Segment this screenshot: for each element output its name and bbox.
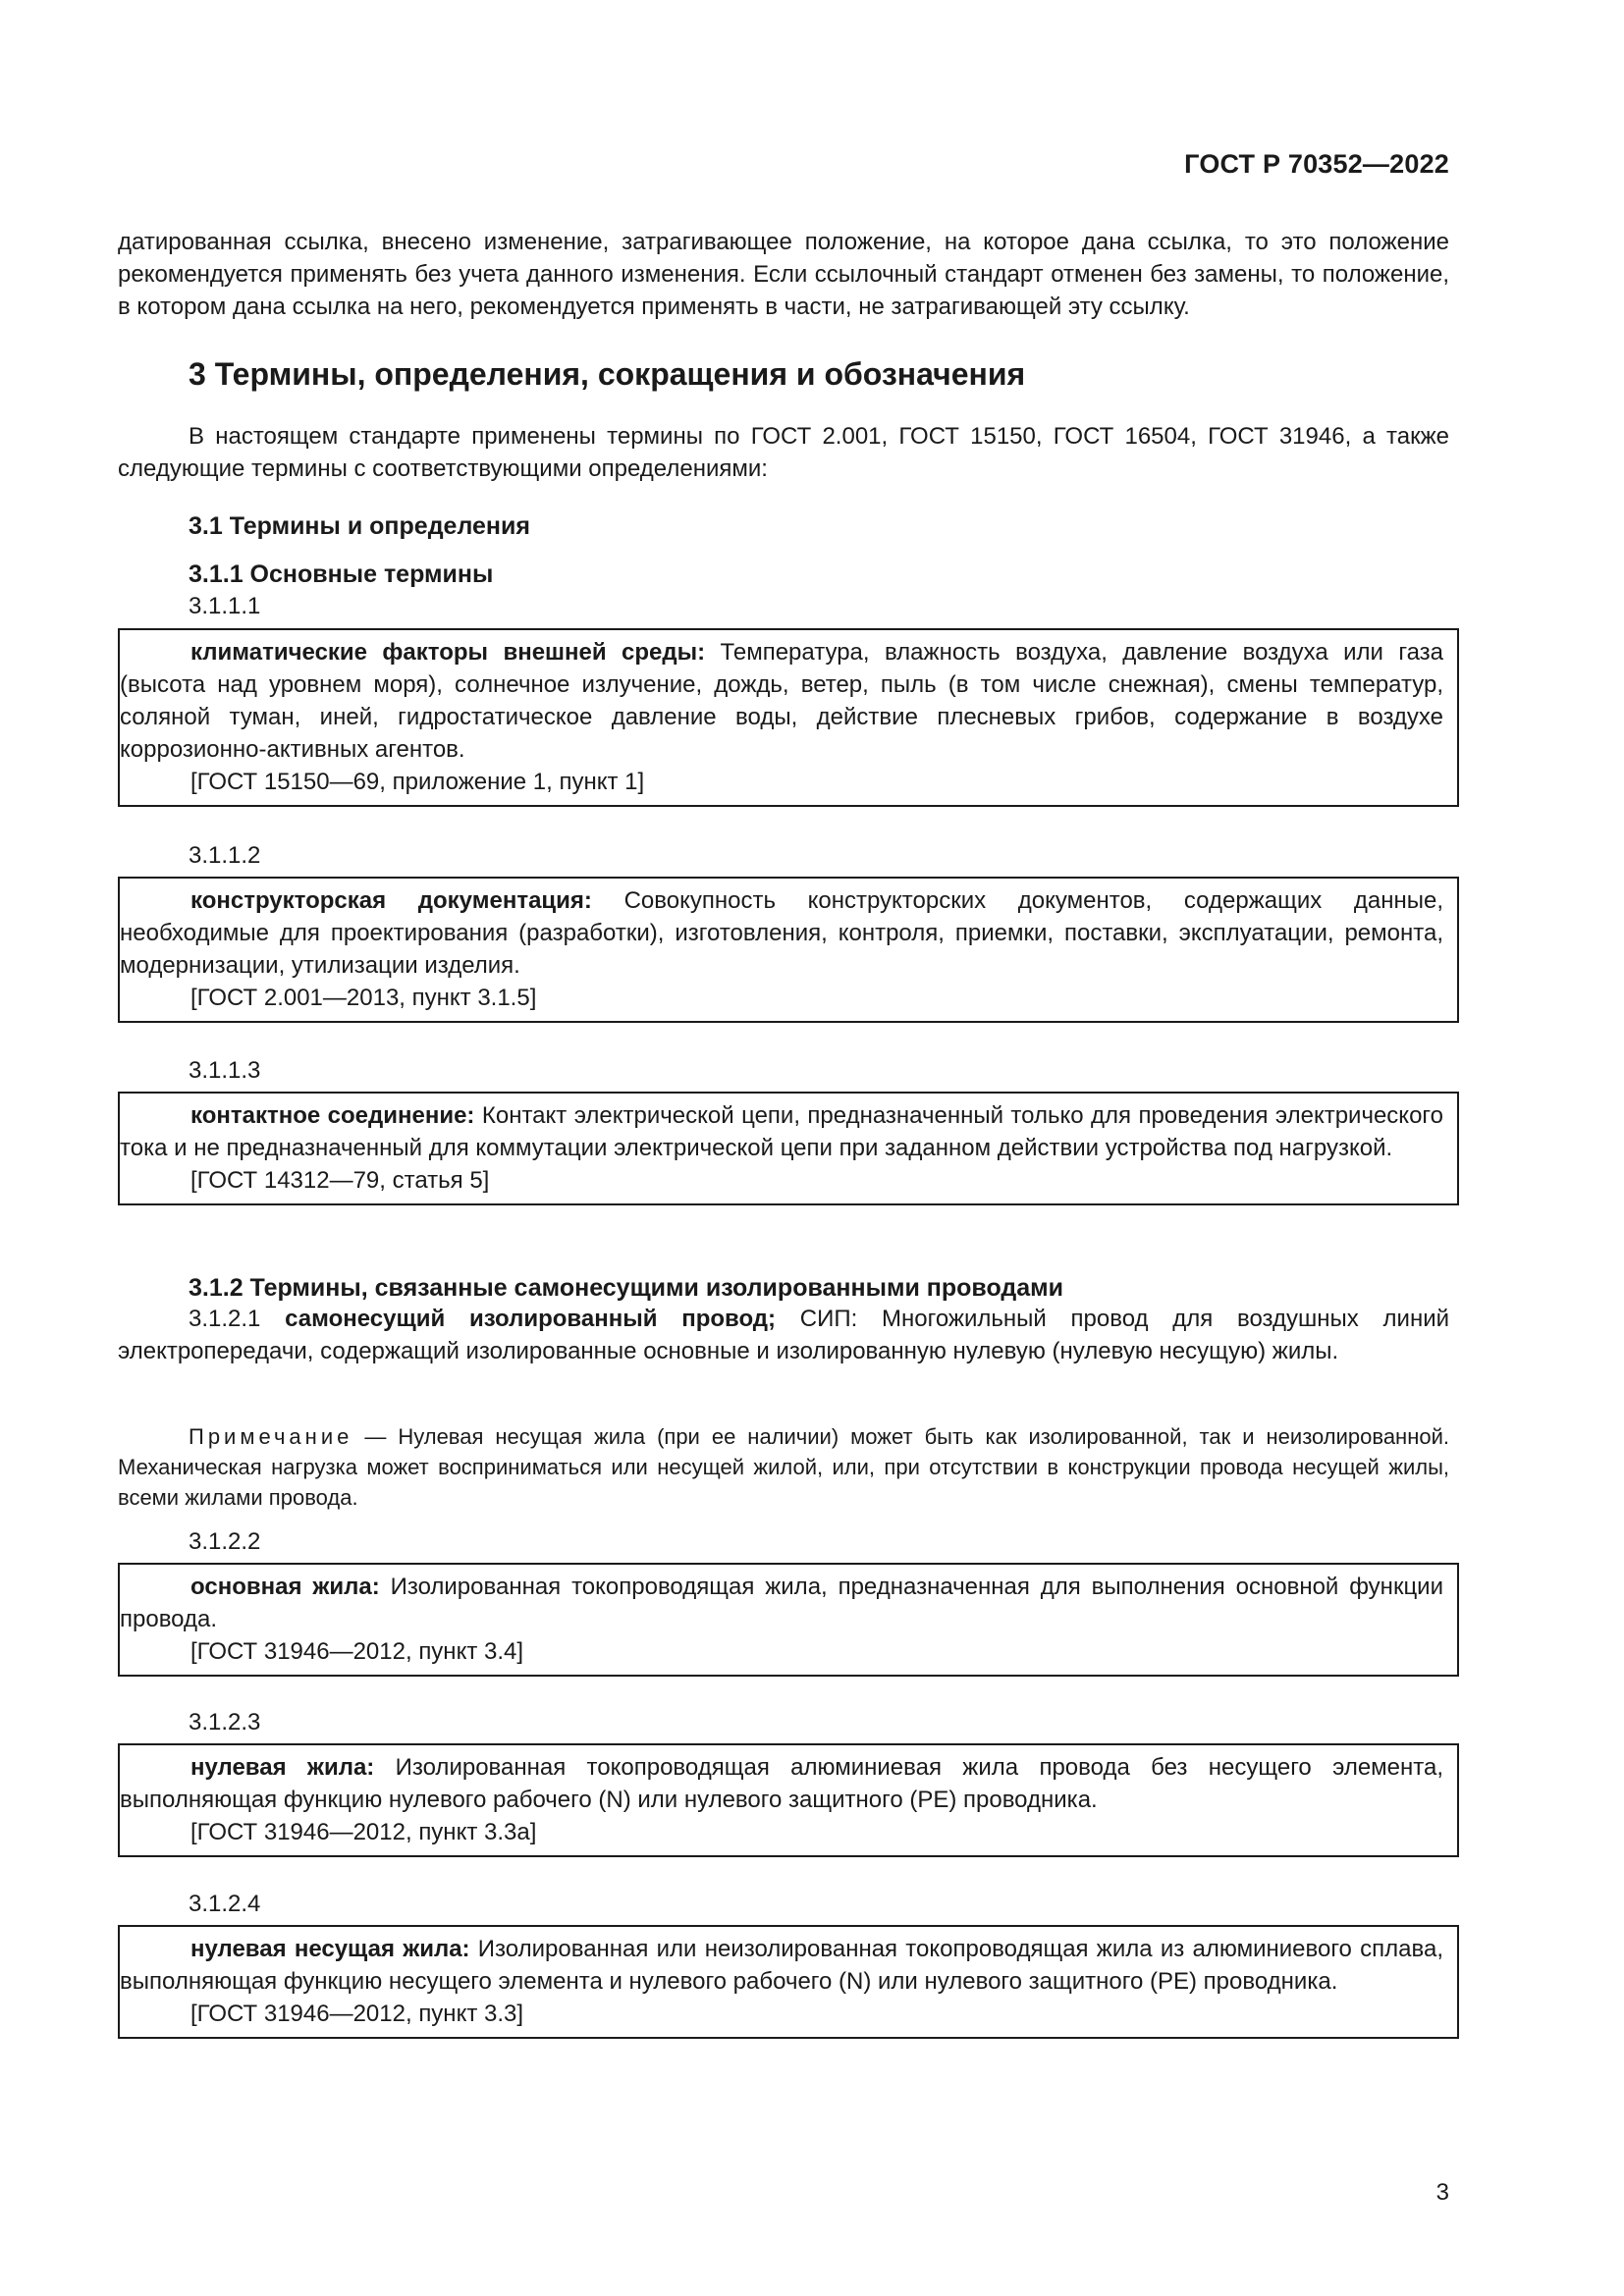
term-source: [ГОСТ 15150—69, приложение 1, пункт 1] [190, 769, 645, 795]
term-source: [ГОСТ 31946—2012, пункт 3.3а] [190, 1819, 537, 1845]
page-number: 3 [1435, 2179, 1449, 2206]
term-number: 3.1.1.1 [189, 593, 261, 619]
term-box [118, 877, 1459, 1023]
term-number: 3.1.2.4 [189, 1891, 261, 1917]
term-box [118, 628, 1459, 807]
term-name: основная жила: [190, 1574, 380, 1600]
term-number: 3.1.1.3 [189, 1057, 261, 1084]
term-name: нулевая жила: [190, 1754, 375, 1781]
term-text: Контакт электрической цепи, предназначенный только для проведения электрического тока и не предназначенный для коммутации электрической цепи при заданном действии устройства под нагрузкой. [120, 1102, 1444, 1161]
subsection-3-1-1-title: 3.1.1 Основные термины [189, 561, 494, 588]
section-paragraph: В настоящем стандарте применены термины по ГОСТ 2.001, ГОСТ 15150, ГОСТ 16504, ГОСТ 31946, а также следующие термины с соответствующими определениями: [118, 423, 1449, 482]
term-number: 3.1.2.2 [189, 1528, 261, 1555]
term-text: Изолированная токопроводящая алюминиевая жила провода без несущего элемента, выполняющая функцию нулевого рабочего (N) или нулевого защитного (PE) проводника. [120, 1754, 1444, 1813]
term-3-1-2-1 [118, 1303, 1449, 1367]
term-definition [120, 1933, 1443, 1998]
term-source: [ГОСТ 14312—79, статья 5] [190, 1167, 490, 1194]
term-text: СИП: Многожильный провод для воздушных линий электропередачи, содержащий изолированные основные и изолированную нулевую (нулевую несущую) жилы. [118, 1306, 1450, 1364]
term-definition [120, 1571, 1443, 1635]
term-name: контактное соединение: [190, 1102, 475, 1129]
term-text: Совокупность конструкторских документов, содержащих данные, необходимые для проектирования (разработки), изготовления, контроля, приемки, поставки, эксплуатации, ремонта, модернизации, утилизации изделия. [120, 887, 1443, 979]
subsection-3-1-title: 3.1 Термины и определения [189, 512, 530, 540]
term-name: самонесущий изолированный провод; [285, 1306, 777, 1332]
term-source: [ГОСТ 2.001—2013, пункт 3.1.5] [190, 985, 537, 1011]
term-name: климатические факторы внешней среды: [190, 639, 706, 666]
document-id-header: ГОСТ Р 70352—2022 [1184, 149, 1449, 179]
term-name: конструкторская документация: [190, 887, 592, 914]
term-definition [120, 636, 1443, 766]
term-definition [120, 884, 1443, 982]
note-text: — Нулевая несущая жила (при ее наличии) может быть как изолированной, так и неизолированной. Механическая нагрузка может восприниматься или несущей жилой, или, при отсутствии в конструкции провода несущей жилы, всеми жилами провода. [118, 1424, 1449, 1510]
term-definition [120, 1099, 1443, 1164]
term-text: Изолированная токопроводящая жила, предназначенная для выполнения основной функции провода. [120, 1574, 1443, 1632]
intro-paragraph: датированная ссылка, внесено изменение, затрагивающее положение, на которое дана ссылка, то это положение рекомендуется применять без учета данного изменения. Если ссылочный стандарт отменен без замены, то положение, в котором дана ссылка на него, рекомендуется применять в части, не затрагивающей эту ссылку. [118, 229, 1449, 320]
term-number: 3.1.1.2 [189, 842, 261, 869]
term-box [118, 1563, 1459, 1677]
term-box [118, 1092, 1459, 1205]
term-source: [ГОСТ 31946—2012, пункт 3.3] [190, 2001, 524, 2027]
note-paragraph [118, 1421, 1449, 1513]
term-text: Температура, влажность воздуха, давление воздуха или газа (высота над уровнем моря), солнечное излучение, дождь, ветер, пыль (в том числе снежная), смены температур, соляной туман, иней, гидростатическое давление воды, действие плесневых грибов, содержание в воздухе коррозионно-активных агентов. [120, 639, 1443, 763]
subsection-3-1-2-title: 3.1.2 Термины, связанные самонесущими изолированными проводами [189, 1274, 1064, 1302]
term-source: [ГОСТ 31946—2012, пункт 3.4] [190, 1638, 524, 1665]
note-label: Примечание [189, 1424, 353, 1449]
term-box [118, 1743, 1459, 1857]
term-definition [120, 1751, 1443, 1816]
section-title: 3 Термины, определения, сокращения и обозначения [189, 356, 1026, 392]
term-number: 3.1.2.1 [189, 1306, 261, 1332]
term-number: 3.1.2.3 [189, 1709, 261, 1735]
term-name: нулевая несущая жила: [190, 1936, 470, 1962]
term-box [118, 1925, 1459, 2039]
term-text: Изолированная или неизолированная токопроводящая жила из алюминиевого сплава, выполняющая функцию несущего элемента и нулевого рабочего (N) или нулевого защитного (PE) проводника. [120, 1936, 1443, 1995]
